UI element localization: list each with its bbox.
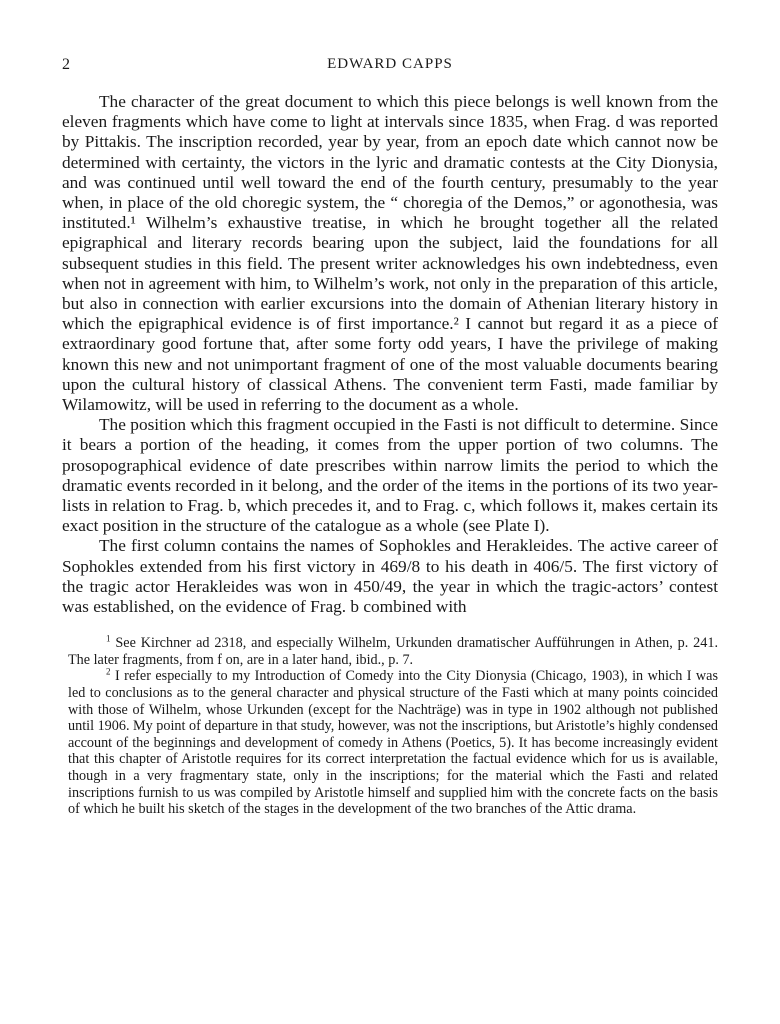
paragraph-1: The character of the great document to which this piece belongs is well known from the eleven fragments which have come to light at intervals since 1835, when Frag. d was reported by Pittakis. The inscription recorded, year by year, from an epoch date which cannot now be determined with certainty, the victors in the lyric and dramatic contests at the City Dionysia, and was continued until well toward the end of the fourth century, presumably to the year when, in place of the old choregic system, the “ choregia of the Demos,” or agonothesia, was instituted.¹ Wilhelm’s exhaustive treatise, in which he brought together all the related epigraphical and literary records bearing upon the subject, laid the foundations for all subsequent studies in this field. The present writer acknowledges his own indebtedness, even when not in agreement with him, to Wilhelm’s work, not only in the preparation of this article, but also in connection with earlier excursions into the domain of Athenian literary history in which the epigraphical evidence is of first importance.² I cannot but regard it as a piece of extraordinary good fortune that, after some forty odd years, I have the privilege of making known this new and not unimportant fragment of one of the most valuable documents bearing upon the cultural history of classical Athens. The convenient term Fasti, made familiar by Wilamowitz, will be used in referring to the document as a whole. (62, 92, 718, 415)
footnote-1-mark: 1 (106, 633, 111, 644)
paragraph-3: The first column contains the names of Sophokles and Herakleides. The active career of Sophokles extended from his first victory in 469/8 to his death in 406/5. The first victory of the tragic actor Herakleides was won in 450/49, the year in which the tragic-actors’ contest was established, on the evidence of Frag. b combined with (62, 536, 718, 617)
paragraph-2: The position which this fragment occupied in the Fasti is not difficult to determine. Since it bears a portion of the heading, it comes from the upper portion of two columns. The prosopographical evidence of date prescribes within narrow limits the period to which the dramatic events recorded in it belong, and the order of the items in the portions of its two year-lists in relation to Frag. b, which precedes it, and to Frag. c, which follows it, makes certain its exact position in the structure of the catalogue as a whole (see Plate I). (62, 415, 718, 536)
footnote-2 (68, 668, 718, 817)
footnote-2-mark: 2 (106, 666, 111, 677)
footnote-1-text: See Kirchner ad 2318, and especially Wilhelm, Urkunden dramatischer Aufführungen in Athen, p. 241. The later fragments, from f on, are in a later hand, ibid., p. 7. (68, 635, 719, 668)
running-head: EDWARD CAPPS (327, 56, 453, 72)
page (62, 56, 718, 818)
page-header (62, 56, 718, 78)
page-number: 2 (62, 56, 70, 73)
footnote-1 (68, 635, 718, 668)
footnote-2-text: I refer especially to my Introduction of Comedy into the City Dionysia (Chicago, 1903), in which I was led to conclusions as to the general character and physical structure of the Fasti which at many points coincided with those of Wilhelm, whose Urkunden (except for the Nachträge) was in type in 1902 although not published until 1906. My point of departure in that study, however, was not the inscriptions, but Aristotle’s highly condensed account of the beginnings and development of comedy in Athens (Poetics, 5). It has become increasingly evident that this chapter of Aristotle requires for its correct interpretation the factual evidence which for us is available, though in a very fragmentary state, only in the inscriptions; for the material which the Fasti and related inscriptions furnish to us was compiled by Aristotle himself and supplied him with the concrete facts on the basis of which he built his sketch of the stages in the development of the two branches of the Attic drama. (68, 668, 718, 818)
body-text (62, 92, 718, 617)
footnotes (62, 635, 718, 818)
